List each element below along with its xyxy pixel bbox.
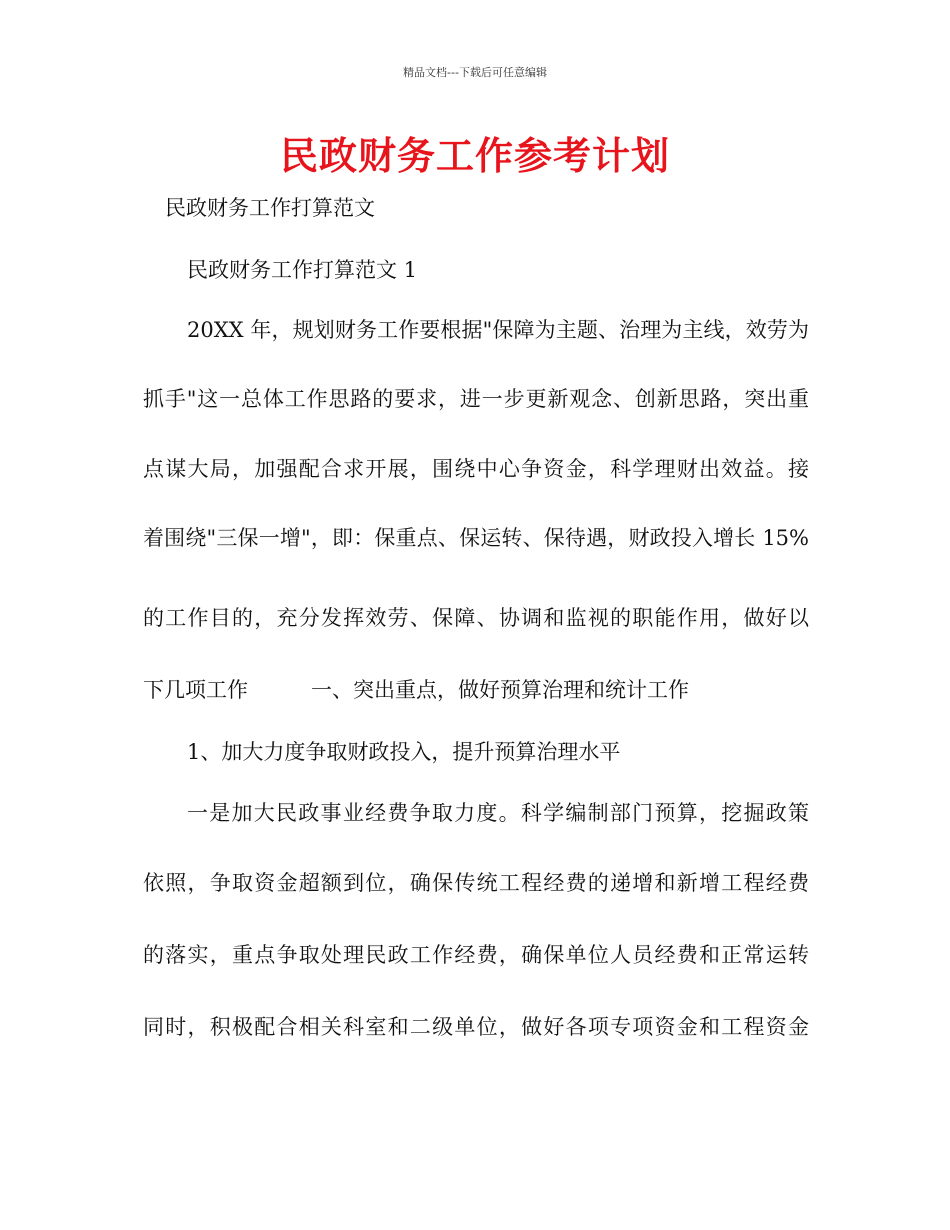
paragraph-line: 一是加大民政事业经费争取力度。科学编制部门预算，挖掘政策: [187, 801, 809, 825]
header-note: 精品文档---下载后可任意编辑: [403, 66, 547, 79]
paragraph-line: 民政财务工作打算范文 1: [187, 258, 418, 282]
paragraph-line: 1、加大力度争取财政投入，提升预算治理水平: [187, 740, 621, 764]
paragraph-line: 同时，积极配合相关科室和二级单位，做好各项专项资金和工程资金: [143, 1015, 809, 1039]
paragraph-line: 民政财务工作打算范文: [165, 196, 375, 220]
paragraph-line: 下几项工作 一、突出重点，做好预算治理和统计工作: [143, 678, 689, 702]
paragraph-line: 点谋大局，加强配合求开展，围绕中心争资金，科学理财出效益。接: [143, 457, 809, 481]
document-title: 民政财务工作参考计划: [279, 134, 670, 178]
paragraph-line: 20XX 年，规划财务工作要根据"保障为主题、治理为主线，效劳为: [187, 318, 809, 342]
paragraph-line: 的落实，重点争取处理民政工作经费，确保单位人员经费和正常运转: [143, 943, 809, 967]
paragraph-line: 的工作目的，充分发挥效劳、保障、协调和监视的职能作用，做好以: [143, 606, 809, 630]
paragraph-line: 抓手"这一总体工作思路的要求，进一步更新观念、创新思路，突出重: [143, 387, 809, 411]
paragraph-line: 依照，争取资金超额到位，确保传统工程经费的递增和新增工程经费: [143, 871, 809, 895]
paragraph-line: 着围绕"三保一增"，即：保重点、保运转、保待遇，财政投入增长 15%: [143, 526, 809, 550]
